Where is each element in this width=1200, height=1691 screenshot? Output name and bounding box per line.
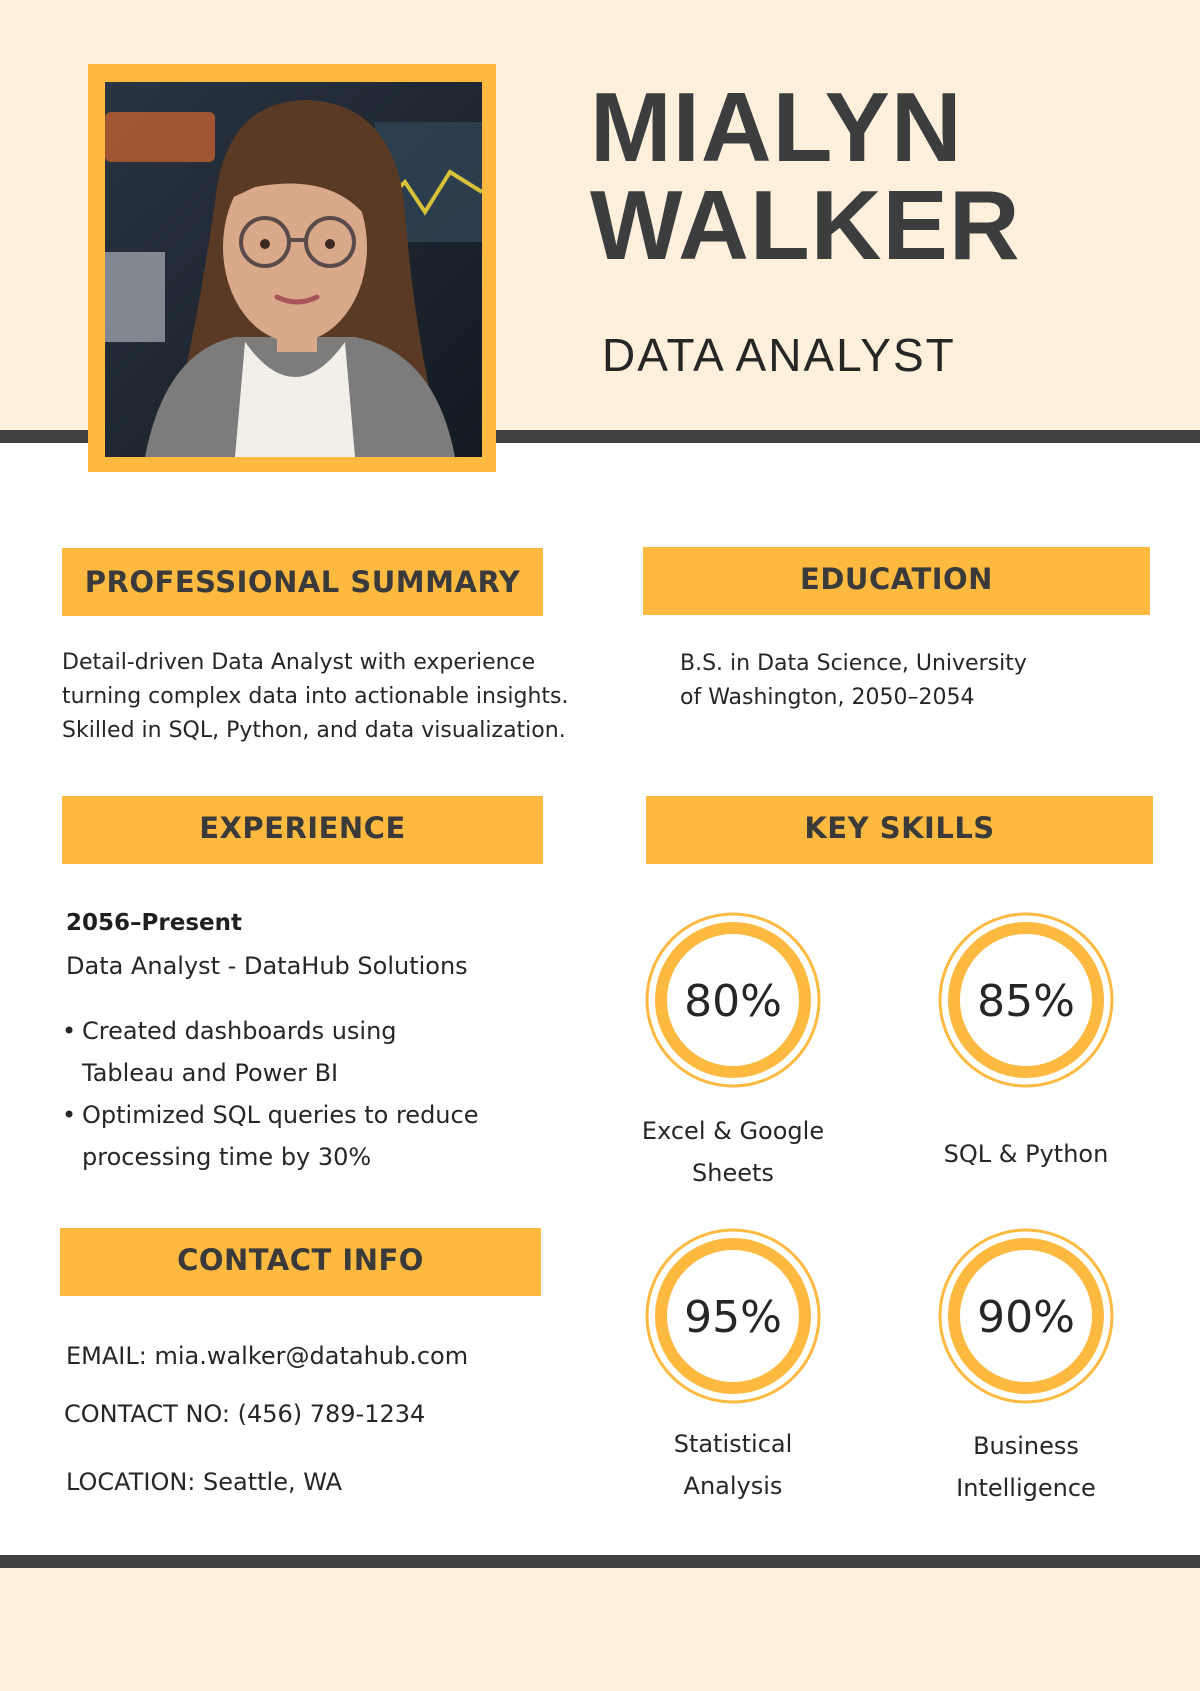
skill-label-line: Business [973,1432,1079,1460]
skill-ring-outer [647,914,819,1086]
skill-label-line: Statistical [673,1430,793,1458]
experience-heading: EXPERIENCE [62,796,543,864]
summary-line: Skilled in SQL, Python, and data visualization. [62,718,566,743]
footer-divider [0,1555,1200,1568]
skill-percent: 95% [684,1292,782,1343]
person-portrait-icon [105,82,482,457]
job-title: DATA ANALYST [602,329,956,381]
skill-ring-outer [647,1230,819,1402]
skill-label-line: Analysis [683,1472,783,1500]
skill-label [603,1423,863,1507]
skill-ring-progress [661,1244,805,1388]
profile-photo [105,82,482,457]
summary-text [62,646,622,748]
summary-line: turning complex data into actionable insights. [62,684,569,709]
skill-percent: 85% [977,976,1075,1027]
experience-bullet: • Created dashboards using Tableau and Power BI [60,1010,462,1094]
skill-percent: 90% [977,1292,1075,1343]
skill-label-line: Sheets [692,1159,774,1187]
summary-line: Detail-driven Data Analyst with experience [62,650,536,675]
contact-phone: CONTACT NO: (456) 789-1234 [64,1400,426,1428]
skill-label [896,1425,1156,1509]
candidate-name [590,72,1021,280]
skill-ring-progress [661,928,805,1072]
education-heading: EDUCATION [643,547,1150,615]
education-line: B.S. in Data Science, University [680,651,1027,676]
first-name: MIALYN [590,72,963,182]
skill-ring-outer [940,914,1112,1086]
skill-label-line: Excel & Google [641,1117,825,1145]
skill-ring-progress [954,1244,1098,1388]
skill-ring-outer [940,1230,1112,1402]
skill-label-line: SQL & Python [943,1140,1109,1168]
education-line: of Washington, 2050–2054 [680,685,975,710]
experience-role: Data Analyst - DataHub Solutions [66,952,468,980]
skill-ring-progress [954,928,1098,1072]
skill-label [603,1110,863,1194]
skill-label-line: Intelligence [956,1474,1096,1502]
skill-label [896,1133,1156,1175]
contact-location: LOCATION: Seattle, WA [66,1468,343,1496]
last-name: WALKER [590,170,1021,280]
key-skills-heading: KEY SKILLS [646,796,1153,864]
contact-info-heading: CONTACT INFO [60,1228,541,1296]
contact-email: EMAIL: mia.walker@datahub.com [66,1342,469,1370]
professional-summary-heading: PROFESSIONAL SUMMARY [62,548,543,616]
skill-percent: 80% [684,976,782,1027]
experience-bullets [60,1010,560,1178]
footer-background [0,1568,1200,1691]
experience-date: 2056–Present [66,910,242,936]
experience-bullet: • Optimized SQL queries to reduce processing time by 30% [60,1094,522,1178]
education-text [680,647,1150,715]
